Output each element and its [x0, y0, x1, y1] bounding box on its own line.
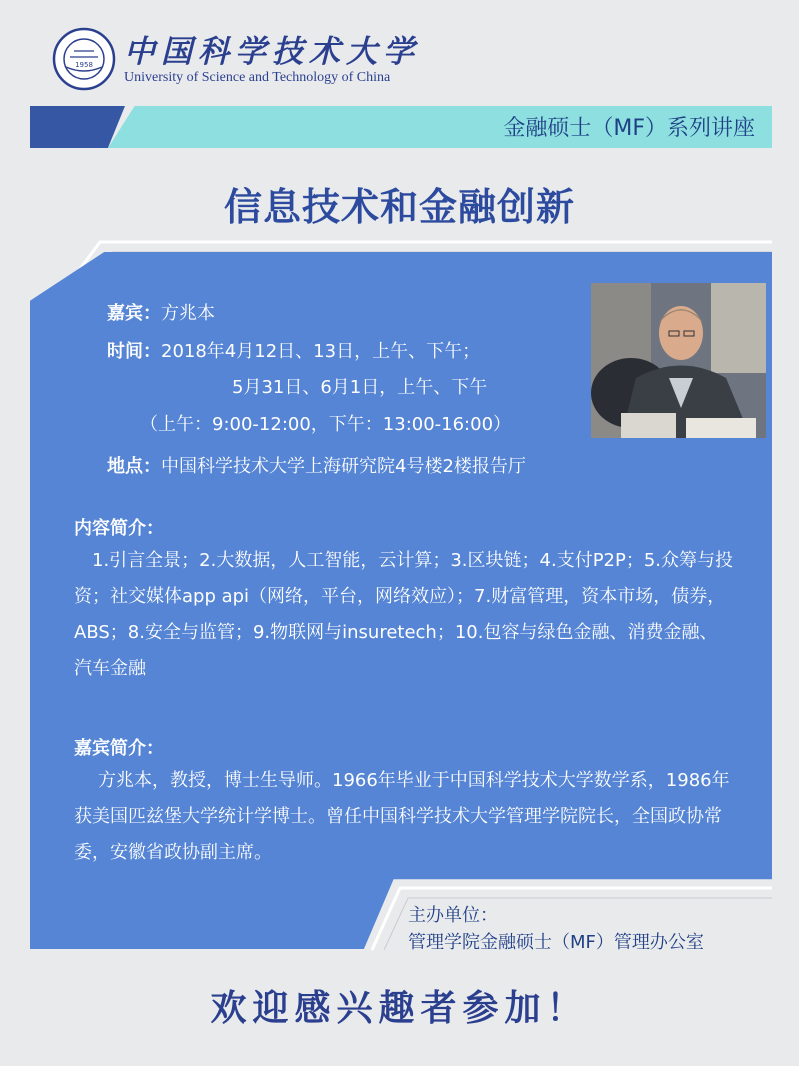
place-label: 地点：	[107, 456, 161, 477]
content-heading: 内容简介：	[74, 518, 164, 539]
lecture-title: 信息技术和金融创新	[223, 185, 575, 229]
logo-year: 1958	[75, 61, 93, 69]
organizer-value: 管理学院金融硕士（MF）管理办公室	[408, 932, 704, 953]
time-row	[107, 337, 480, 363]
guest-label: 嘉宾：	[107, 303, 161, 324]
time-line-3: （上午：9:00-12:00，下午：13:00-16:00）	[140, 414, 512, 435]
speaker-photo	[591, 283, 766, 438]
content-text: 1.引言全景；2.大数据，人工智能，云计算；3.区块链；4.支付P2P；5.众筹与投资；社交媒体app api（网络，平台，网络效应）；7.财富管理，资本市场，债券，ABS；8.安全与监管；9.物联网与insuretech；10.包容与绿色金融、消费金融、汽车金融	[74, 550, 734, 679]
welcome-message: 欢迎感兴趣者参加！	[210, 987, 589, 1029]
time-label: 时间：	[107, 341, 161, 362]
guest-name: 方兆本	[161, 303, 215, 324]
place-row	[107, 452, 526, 478]
time-line-1: 2018年4月12日、13日，上午、下午；	[161, 341, 481, 362]
series-title: 金融硕士（MF）系列讲座	[503, 116, 755, 141]
organizer-label: 主办单位：	[408, 905, 498, 926]
bio-heading: 嘉宾简介：	[74, 738, 164, 759]
place-value: 中国科学技术大学上海研究院4号楼2楼报告厅	[161, 456, 526, 477]
university-name-cn: 中国科学技术大学	[124, 34, 420, 70]
organizer-block	[408, 902, 704, 956]
university-name-en: University of Science and Technology of China	[124, 70, 391, 85]
bio-text: 方兆本，教授，博士生导师。1966年毕业于中国科学技术大学数学系，1986年获美国匹兹堡大学统计学博士。曾任中国科学技术大学管理学院院长，全国政协常委，安徽省政协副主席。	[74, 770, 730, 863]
time-line-2: 5月31日、6月1日，上午、下午	[232, 377, 488, 398]
guest-row	[107, 299, 215, 325]
